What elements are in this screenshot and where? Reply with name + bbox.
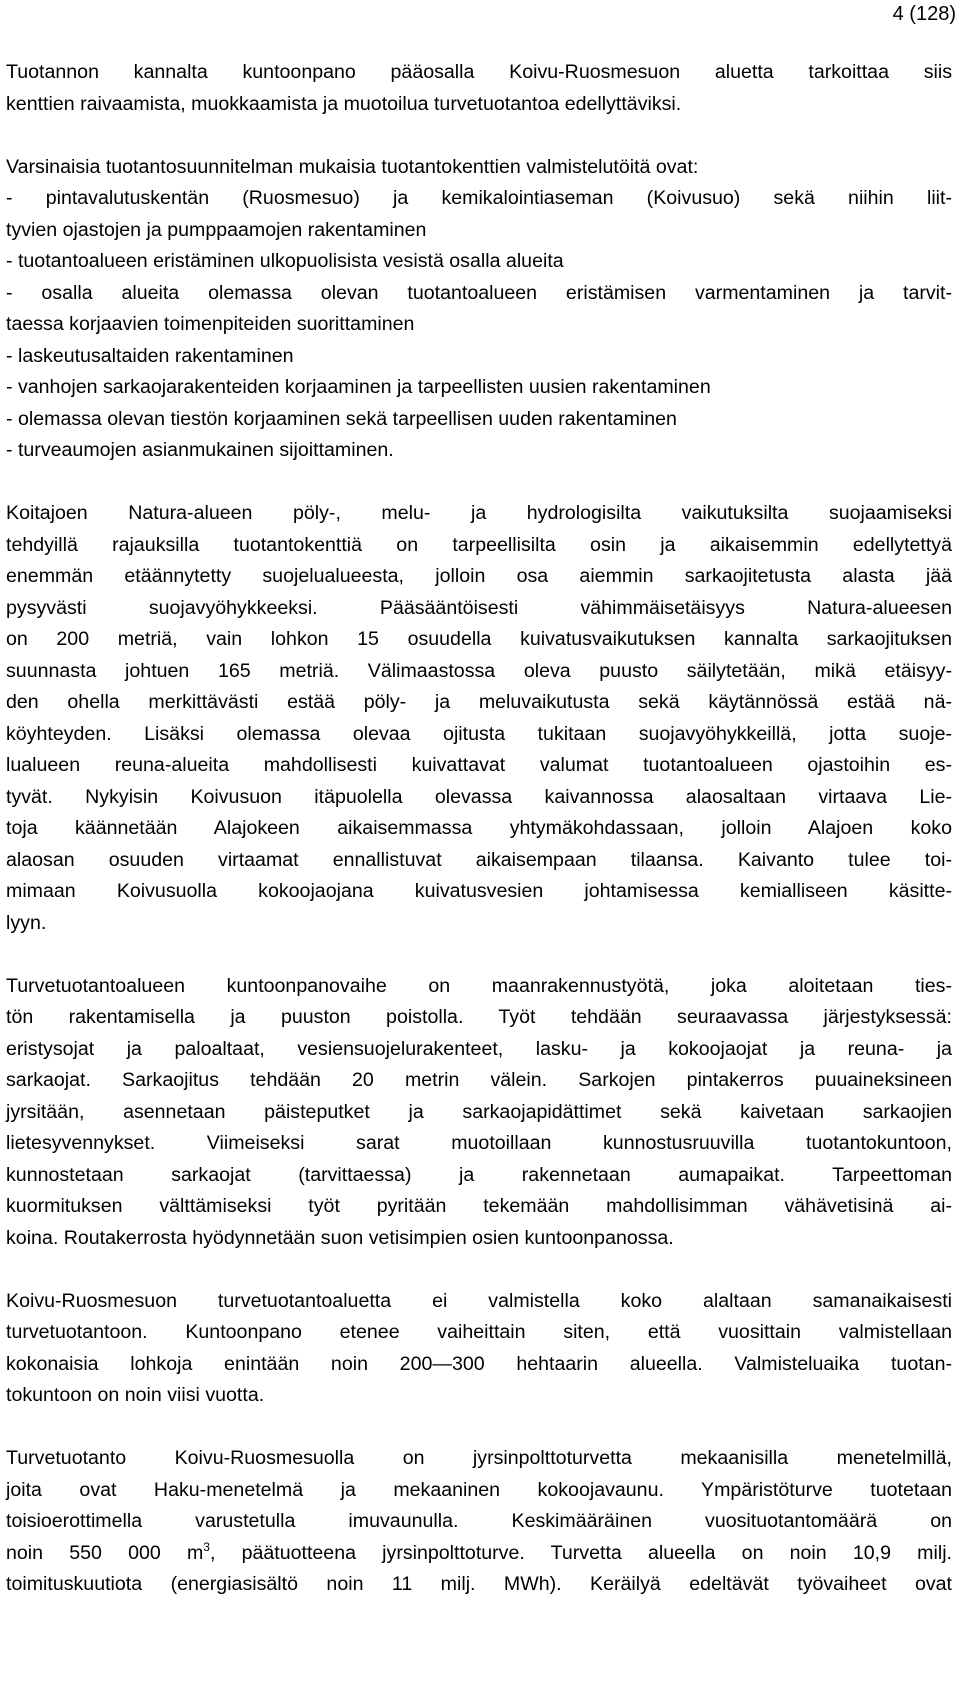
text-line: lualueen reuna-alueita mahdollisesti kuivattavat valumat tuotantoalueen ojastoihin es- (6, 754, 952, 776)
text-line: turvetuotantoon. Kuntoonpano etenee vaiheittain siten, että vuosittain valmistellaan (6, 1321, 952, 1343)
text-line: suunnasta johtuen 165 metriä. Välimaastossa oleva puusto säilytetään, mikä etäisyy- (6, 659, 952, 682)
text-line: Varsinaisia tuotantosuunnitelman mukaisia tuotantokenttien valmistelutöitä ovat: (6, 155, 699, 178)
text-line: Turvetuotanto Koivu-Ruosmesuolla on jyrsinpolttoturvetta mekaanisilla menetelmillä, (6, 1447, 952, 1469)
list-item: - osalla alueita olemassa olevan tuotantoalueen eristämisen varmentaminen ja tarvit- (6, 281, 952, 304)
paragraph-construction (6, 971, 952, 1255)
text-line: Koivu-Ruosmesuon turvetuotantoaluetta ei valmistella koko alaltaan samanaikaisesti (6, 1289, 952, 1312)
text-line: Turvetuotantoalueen kuntoonpanovaihe on maanrakennustyötä, joka aloitetaan ties- (6, 974, 952, 997)
text-line: lietesyvennykset. Viimeiseksi sarat muotoillaan kunnostusruuvilla tuotantokuntoon, (6, 1132, 952, 1154)
text-line: den ohella merkittävästi estää pöly- ja meluvaikutusta sekä käytännössä estää nä- (6, 691, 952, 713)
list-item: - laskeutusaltaiden rakentaminen (6, 344, 294, 367)
text-line: toisioerottimella varustetulla imuvaunulla. Keskimääräinen vuosituotantomäärä on (6, 1510, 952, 1532)
text-line: toja käännetään Alajokeen aikaisemmassa yhtymäkohdassaan, jolloin Alajoen koko (6, 817, 952, 839)
text-line: alaosan osuuden virtaamat ennallistuvat aikaisempaan tilaansa. Kaivanto tulee toi- (6, 848, 952, 871)
list-item: - turveaumojen asianmukainen sijoittaminen. (6, 439, 394, 461)
text-line: eristysojat ja paloaltaat, vesiensuojelurakenteet, lasku- ja kokoojaojat ja reuna- ja (6, 1037, 952, 1060)
text-line: lyyn. (6, 911, 47, 934)
text-line: jyrsitään, asennetaan päisteputket ja sarkaojapidättimet sekä kaivetaan sarkaojien (6, 1100, 952, 1123)
list-item: - tuotantoalueen eristäminen ulkopuolisista vesistä osalla alueita (6, 250, 564, 272)
list-item: - olemassa olevan tiestön korjaaminen sekä tarpeellisen uuden rakentaminen (6, 407, 677, 430)
text-line-with-superscript (6, 1538, 952, 1570)
text-line: kokonaisia lohkoja enintään noin 200—300 hehtaarin alueella. Valmisteluaika tuotan- (6, 1352, 952, 1375)
text-segment: , päätuotteena jyrsinpolttoturve. Turvetta alueella on noin 10,9 milj. (209, 1541, 952, 1564)
text-line: toimituskuutiota (energiasisältö noin 11 milj. MWh). Keräilyä edeltävät työvaiheet ovat (6, 1573, 952, 1595)
page-number: 4 (128) (892, 3, 956, 25)
list-item: - vanhojen sarkaojarakenteiden korjaaminen ja tarpeellisten uusien rakentaminen (6, 376, 711, 398)
text-line: joita ovat Haku-menetelmä ja mekaaninen kokoojavaunu. Ympäristöturve tuotetaan (6, 1478, 952, 1501)
paragraph-production (6, 1443, 952, 1601)
text-line: kenttien raivaamista, muokkaamista ja muotoilua turvetuotantoa edellyttäviksi. (6, 92, 682, 115)
text-line: enemmän etäännytetty suojelualueesta, jolloin osa aiemmin sarkaojitetusta alasta jää (6, 565, 952, 587)
text-line: tokuntoon on noin viisi vuotta. (6, 1384, 265, 1406)
text-line: kuormituksen välttämiseksi työt pyritään tekemään mahdollisimman vähävetisinä ai- (6, 1195, 952, 1217)
text-line: Tuotannon kannalta kuntoonpano pääosalla Koivu-Ruosmesuon aluetta tarkoittaa siis (6, 61, 952, 83)
text-line: köyhteyden. Lisäksi olemassa olevaa ojitusta tukitaan suojavyöhykkeillä, jotta suoje- (6, 722, 952, 745)
paragraph-schedule (6, 1286, 952, 1412)
list-item-continued: tyvien ojastojen ja pumppaamojen rakentaminen (6, 218, 427, 241)
list-item-continued: taessa korjaavien toimenpiteiden suorittaminen (6, 313, 415, 335)
text-line: kunnostetaan sarkaojat (tarvittaessa) ja rakennetaan aumapaikat. Tarpeettoman (6, 1163, 952, 1186)
document-body (6, 57, 952, 1601)
text-line: tyvät. Nykyisin Koivusuon itäpuolella olevassa kaivannossa alaosaltaan virtaava Lie- (6, 785, 952, 808)
text-line: on 200 metriä, vain lohkon 15 osuudella kuivatusvaikutuksen kannalta sarkaojituksen (6, 628, 952, 650)
superscript: 3 (203, 1539, 210, 1554)
paragraph-preparation-list (6, 152, 952, 467)
paragraph-intro (6, 57, 952, 120)
text-line: pysyvästi suojavyöhykkeeksi. Pääsääntöisesti vähimmäisetäisyys Natura-alueesen (6, 596, 952, 619)
text-line: mimaan Koivusuolla kokoojaojana kuivatusvesien johtamisessa kemialliseen käsitte- (6, 880, 952, 902)
list-item: - pintavalutuskentän (Ruosmesuo) ja kemikalointiaseman (Koivusuo) sekä niihin liit- (6, 187, 952, 209)
paragraph-natura (6, 498, 952, 939)
text-line: tehdyillä rajauksilla tuotantokenttiä on tarpeellisilta osin ja aikaisemmin edellytettyä (6, 533, 952, 556)
text-line: tön rakentamisella ja puuston poistolla. Työt tehdään seuraavassa järjestyksessä: (6, 1006, 952, 1028)
text-line: Koitajoen Natura-alueen pöly-, melu- ja hydrologisilta vaikutuksilta suojaamiseksi (6, 502, 952, 524)
text-line: koina. Routakerrosta hyödynnetään suon vetisimpien osien kuntoonpanossa. (6, 1226, 674, 1249)
text-segment: noin 550 000 m (6, 1541, 204, 1564)
text-line: sarkaojat. Sarkaojitus tehdään 20 metrin välein. Sarkojen pintakerros puuaineksineen (6, 1069, 952, 1091)
